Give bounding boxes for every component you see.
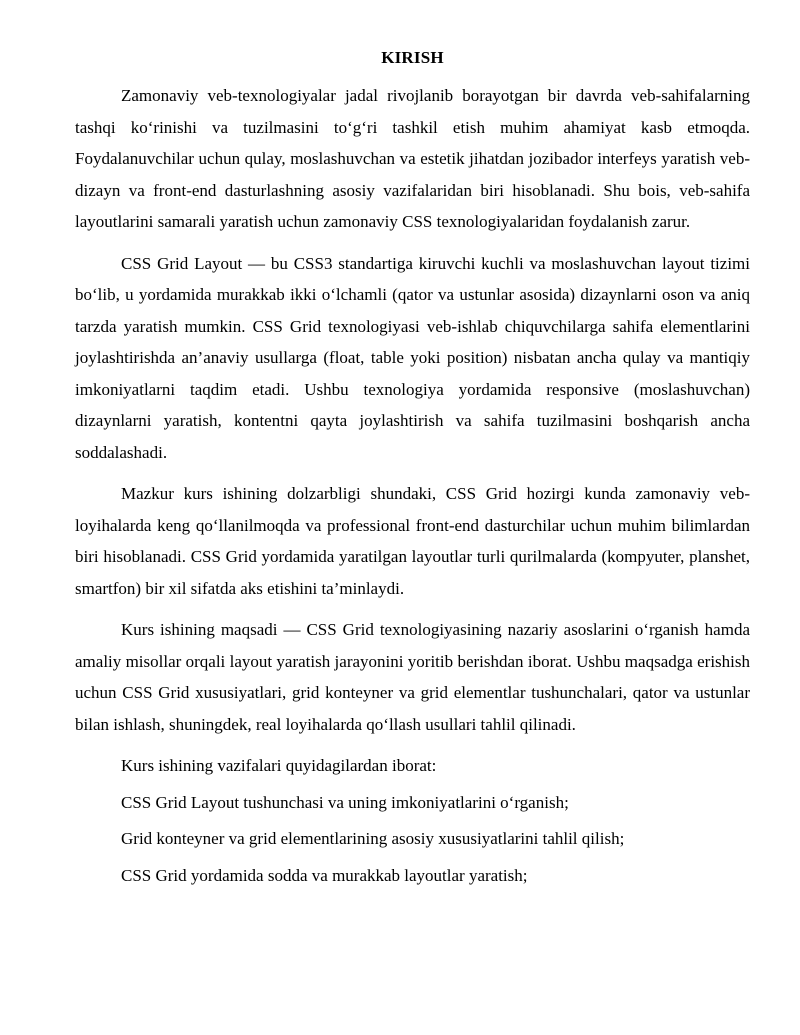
list-item-task-1: CSS Grid Layout tushunchasi va uning imkoniyatlarini oʻrganish;	[121, 792, 569, 812]
paragraph-goal: Kurs ishining maqsadi — CSS Grid texnologiyasining nazariy asoslarini oʻrganish hamda amaliy misollar orqali layout yaratish jarayonini yoritib berishdan iborat. Ushbu maqsadga erishish uchun CSS Grid xususiyatlari, grid konteyner va grid elementlar tushunchalari, qator va ustunlar bilan ishlash, shuningdek, real loyihalarda qoʻllash usullari tahlil qilinadi.	[75, 620, 750, 734]
paragraph-tasks-heading: Kurs ishining vazifalari quyidagilardan iborat:	[121, 756, 437, 775]
paragraph-intro: Zamonaviy veb-texnologiyalar jadal rivojlanib borayotgan bir davrda veb-sahifalarning tashqi koʻrinishi va tuzilmasini toʻgʻri tashkil etish muhim ahamiyat kasb etmoqda. Foydalanuvchilar uchun qulay, moslashuvchan va estetik jihatdan jozibador interfeys yaratish veb-dizayn va front-end dasturlashning asosiy vazifalaridan biri hisoblanadi. Shu bois, veb-sahifa layoutlarini samarali yaratish uchun zamonaviy CSS texnologiyalaridan foydalanish zarur.	[75, 86, 750, 231]
list-item-task-3: CSS Grid yordamida sodda va murakkab layoutlar yaratish;	[121, 865, 528, 885]
list-item-task-2: Grid konteyner va grid elementlarining asosiy xususiyatlarini tahlil qilish;	[121, 829, 625, 848]
page-title: KIRISH	[381, 48, 444, 67]
paragraph-relevance: Mazkur kurs ishining dolzarbligi shundaki, CSS Grid hozirgi kunda zamonaviy veb-loyihalarda keng qoʻllanilmoqda va professional front-end dasturchilar uchun muhim bilimlardan biri hisoblanadi. CSS Grid yordamida yaratilgan layoutlar turli qurilmalarda (kompyuter, planshet, smartfon) bir xil sifatda aks etishini ta’minlaydi.	[75, 484, 750, 598]
paragraph-css-grid-layout: CSS Grid Layout — bu CSS3 standartiga kiruvchi kuchli va moslashuvchan layout tizimi boʻlib, u yordamida murakkab ikki oʻlchamli (qator va ustunlar asosida) dizaynlarni oson va aniq tarzda yaratish mumkin. CSS Grid texnologiyasi veb-ishlab chiquvchilarga sahifa elementlarini joylashtirishda an’anaviy usullarga (float, table yoki position) nisbatan ancha qulay va mantiqiy imkoniyatlarni taqdim etadi. Ushbu texnologiya yordamida responsive (moslashuvchan) dizaynlarni yaratish, kontentni qayta joylashtirish va sahifa tuzilmasini boshqarish ancha soddalashadi.	[75, 253, 750, 462]
